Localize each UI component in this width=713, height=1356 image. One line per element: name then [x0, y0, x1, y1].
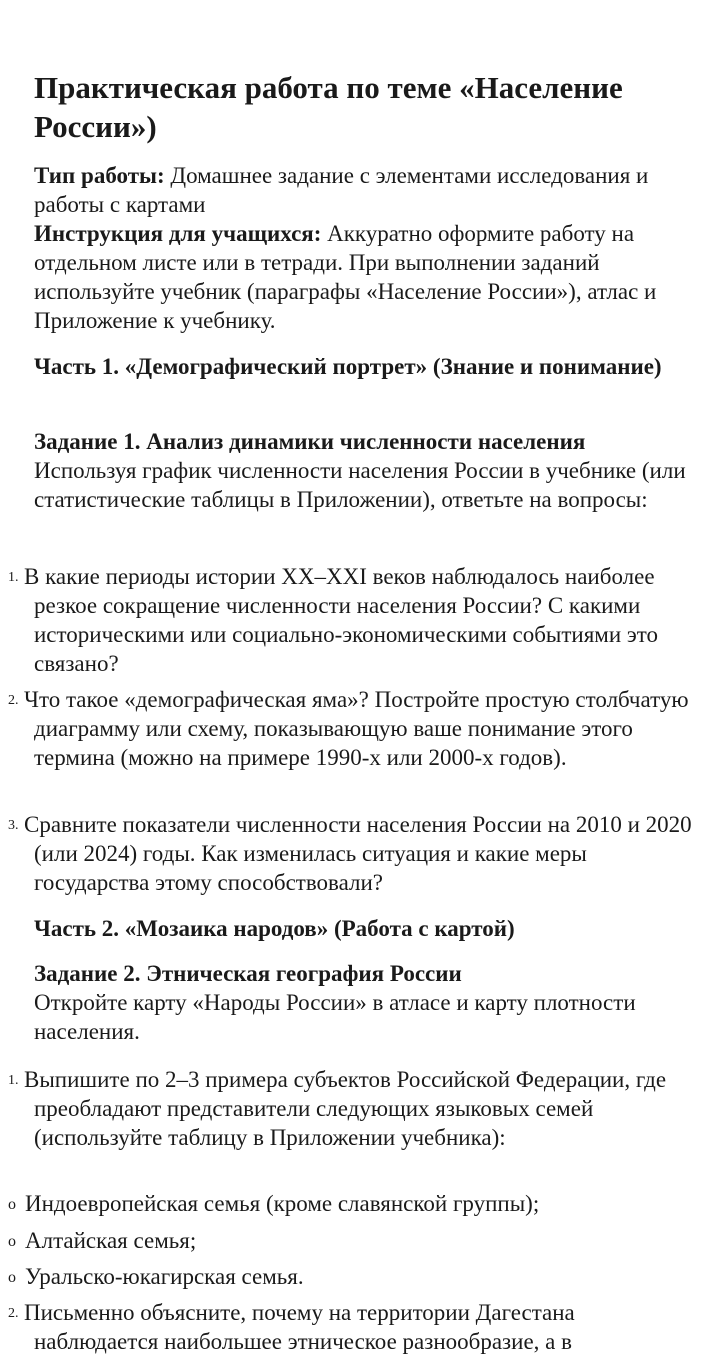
- list-item-text: Что такое «демографическая яма»? Постройте простую столбчатую диаграмму или схему, показывающую ваше понимание этого термина (можно на примере 1990-х или 2000-х годов).: [24, 687, 689, 770]
- list-item-number: 3.: [8, 818, 19, 833]
- page-title: Практическая работа по теме «Население России»): [34, 70, 623, 144]
- list-item: [0, 685, 700, 772]
- task-1: [34, 427, 694, 514]
- bullet-item-text: Алтайская семья;: [25, 1228, 197, 1253]
- list-item-text: Письменно объясните, почему на территории Дагестана наблюдается наибольшее этническое разнообразие, а в: [24, 1300, 575, 1354]
- list-item: [0, 562, 700, 678]
- part-1-title: Часть 1. «Демографический портрет» (Знание и понимание): [34, 354, 662, 379]
- bullet-marker-icon: o: [8, 1233, 16, 1250]
- bullet-item: [0, 1226, 700, 1255]
- bullet-item-text: Уральско-юкагирская семья.: [25, 1264, 304, 1289]
- part-2-title: Часть 2. «Мозаика народов» (Работа с картой): [34, 916, 515, 941]
- list-item-text: Сравните показатели численности населения России на 2010 и 2020 (или 2024) годы. Как изменилась ситуация и какие меры государства этому способствовали?: [24, 812, 692, 895]
- task-2-title: Задание 2. Этническая география России: [34, 961, 462, 986]
- work-type-label: Тип работы:: [34, 163, 165, 188]
- instruction-label: Инструкция для учащихся:: [34, 221, 322, 246]
- list-item-text: В какие периоды истории XX–XXI веков наблюдалось наиболее резкое сокращение численности населения России? С какими историческими или социально-экономическими событиями это связано?: [24, 564, 659, 676]
- task-2: [34, 959, 694, 1046]
- work-meta: [34, 161, 694, 335]
- list-item: [0, 1298, 700, 1356]
- list-item-number: 2.: [8, 1306, 19, 1321]
- list-item: [0, 1065, 700, 1152]
- list-item-number: 2.: [8, 693, 19, 708]
- bullet-marker-icon: o: [8, 1196, 16, 1213]
- task-1-title: Задание 1. Анализ динамики численности населения: [34, 429, 586, 454]
- list-item-text: Выпишите по 2–3 примера субъектов Российской Федерации, где преобладают представители следующих языковых семей (используйте таблицу в Приложении учебника):: [24, 1067, 667, 1150]
- list-item-number: 1.: [8, 570, 19, 585]
- bullet-item: [0, 1189, 700, 1218]
- task-2-description: Откройте карту «Народы России» в атласе и карту плотности населения.: [34, 990, 636, 1044]
- instruction-line: [34, 219, 694, 335]
- instruction-value: Аккуратно оформите работу на отдельном листе или в тетради. При выполнении заданий используйте учебник (параграфы «Население России»), атлас и Приложение к учебнику.: [34, 221, 657, 333]
- bullet-item-text: Индоевропейская семья (кроме славянской группы);: [25, 1191, 540, 1216]
- list-item-number: 1.: [8, 1073, 19, 1088]
- work-type-line: [34, 161, 694, 219]
- list-item: [0, 810, 700, 897]
- bullet-marker-icon: o: [8, 1269, 16, 1286]
- task-1-description: Используя график численности населения России в учебнике (или статистические таблицы в Приложении), ответьте на вопросы:: [34, 458, 686, 512]
- bullet-item: [0, 1262, 700, 1291]
- work-type-value: Домашнее задание с элементами исследования и работы с картами: [34, 163, 649, 217]
